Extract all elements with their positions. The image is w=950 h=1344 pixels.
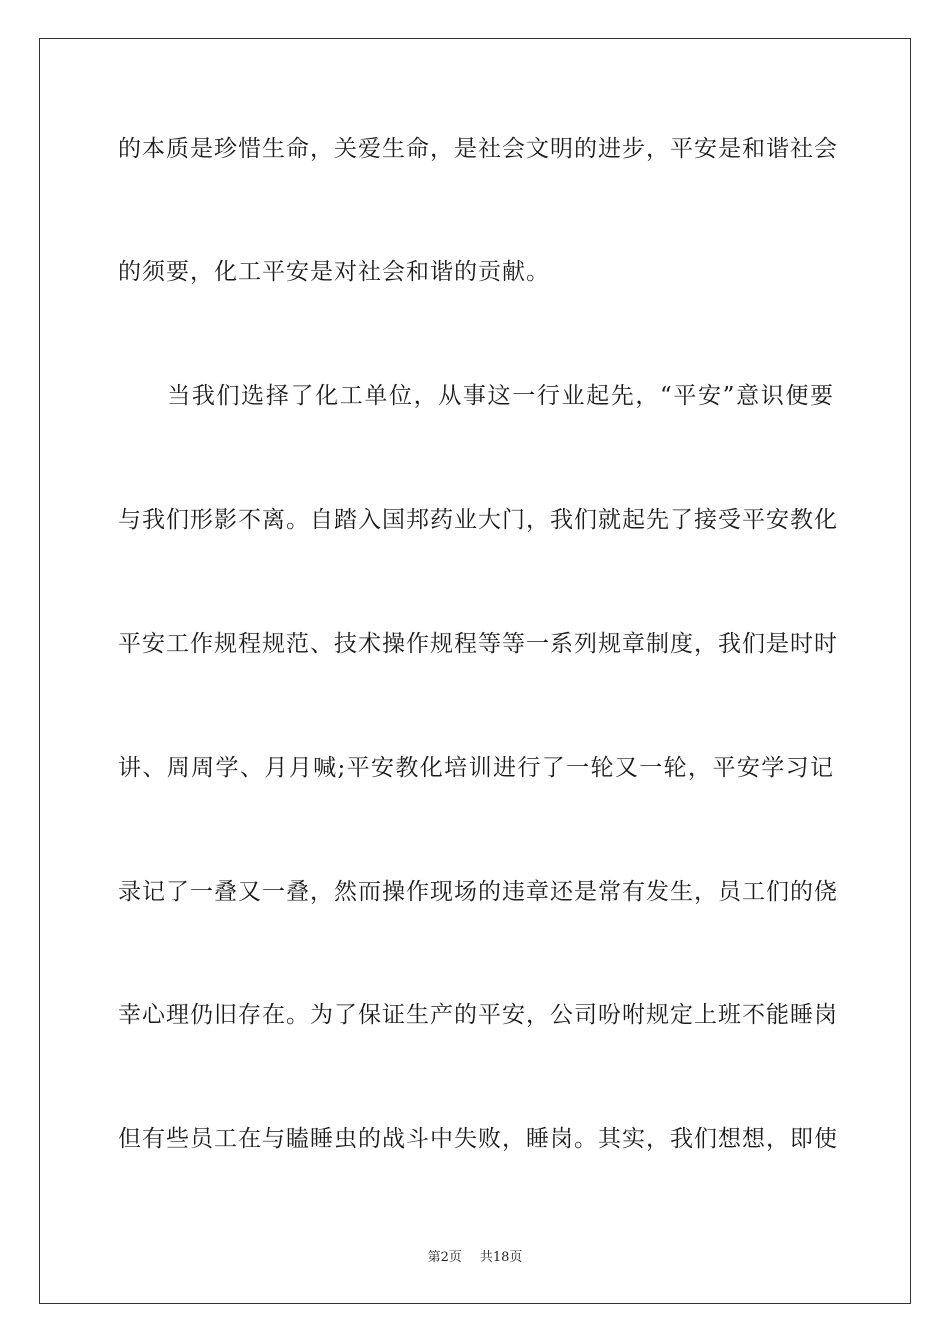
text-line: 讲、周周学、月月喊;平安教化培训进行了一轮又一轮，平安学习记: [118, 755, 834, 781]
text-line: 当我们选择了化工单位，从事这一行业起先，“平安”意识便要: [118, 383, 834, 409]
text-line: 但有些员工在与瞌睡虫的战斗中失败，睡岗。其实，我们想想，即使: [118, 1126, 838, 1152]
page-total: 共18页: [479, 1250, 523, 1265]
text-line: 的本质是珍惜生命，关爱生命，是社会文明的进步，平安是和谐社会: [118, 136, 838, 162]
text-line: 的须要，化工平安是对社会和谐的贡献。: [118, 259, 550, 285]
text-line: 与我们形影不离。自踏入国邦药业大门，我们就起先了接受平安教化: [118, 507, 838, 533]
text-line: 幸心理仍旧存在。为了保证生产的平安，公司吩咐规定上班不能睡岗: [118, 1002, 838, 1028]
text-line: 平安工作规程规范、技术操作规程等等一系列规章制度，我们是时时: [118, 631, 838, 657]
text-line: 录记了一叠又一叠，然而操作现场的违章还是常有发生，员工们的侥: [118, 879, 838, 905]
page-number: 第2页: [427, 1250, 462, 1265]
page-footer: [0, 1246, 950, 1265]
page-border: [39, 38, 911, 1304]
